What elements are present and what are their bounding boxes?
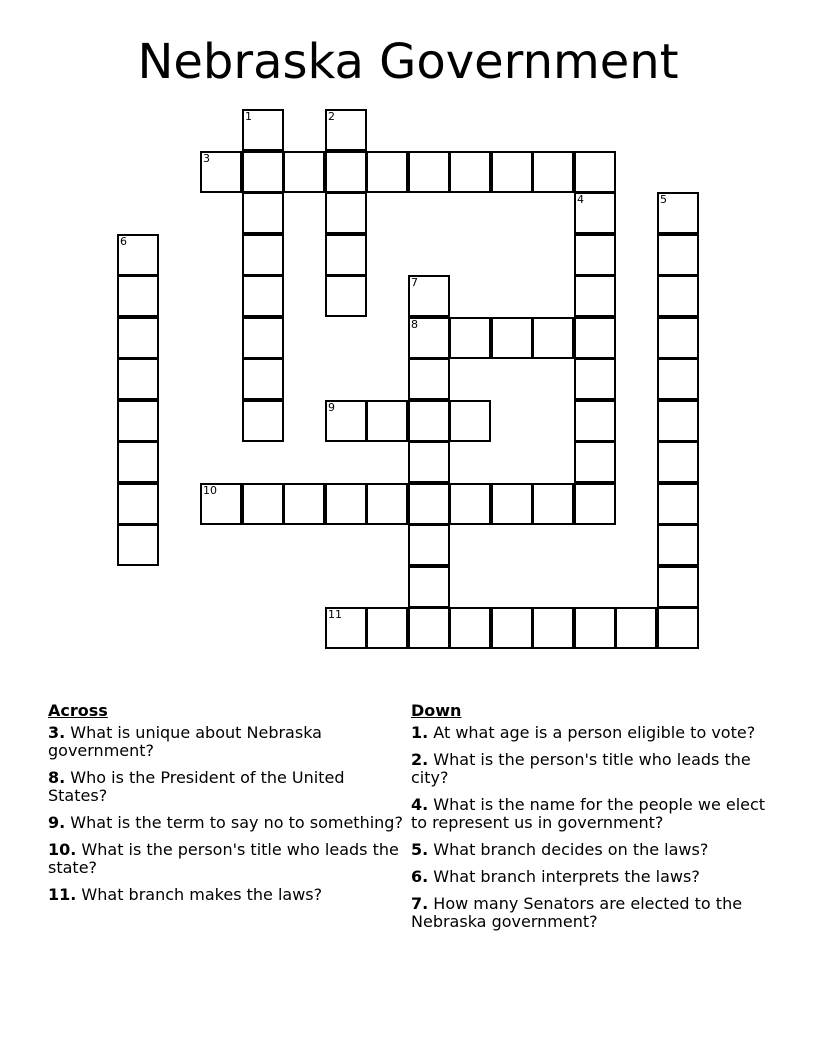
crossword-cell[interactable] <box>325 400 367 442</box>
crossword-cell[interactable] <box>242 192 284 234</box>
crossword-cell[interactable] <box>491 607 533 649</box>
crossword-cell[interactable] <box>325 275 367 317</box>
crossword-cell[interactable] <box>491 317 533 359</box>
crossword-cell[interactable] <box>574 234 616 276</box>
clue-number: 11. <box>48 885 77 904</box>
crossword-cell[interactable] <box>408 275 450 317</box>
clue-text: What branch decides on the laws? <box>428 840 709 859</box>
crossword-cell[interactable] <box>449 483 491 525</box>
clue-number: 5. <box>411 840 429 859</box>
crossword-cell[interactable] <box>325 234 367 276</box>
crossword-cell[interactable] <box>242 151 284 193</box>
clue-down-1 <box>411 724 771 742</box>
crossword-cell[interactable] <box>283 483 325 525</box>
clue-number-label: 8 <box>411 318 418 331</box>
clue-number: 7. <box>411 894 429 913</box>
crossword-cell[interactable] <box>366 151 408 193</box>
clue-across-8 <box>48 769 408 805</box>
crossword-cell[interactable] <box>657 566 699 608</box>
clue-number-label: 9 <box>328 401 335 414</box>
crossword-cell[interactable] <box>200 151 242 193</box>
clue-text: How many Senators are elected to the Nebraska government? <box>411 894 743 931</box>
crossword-cell[interactable] <box>408 317 450 359</box>
clue-number: 6. <box>411 867 429 886</box>
crossword-cell[interactable] <box>242 234 284 276</box>
clue-across-10 <box>48 841 408 877</box>
clue-down-6 <box>411 868 771 886</box>
crossword-cell[interactable] <box>366 607 408 649</box>
clue-text: What is the term to say no to something? <box>65 813 403 832</box>
crossword-cell[interactable] <box>117 524 159 566</box>
clue-number-label: 4 <box>577 193 584 206</box>
crossword-cell[interactable] <box>574 607 616 649</box>
down-heading: Down <box>411 701 462 720</box>
crossword-cell[interactable] <box>366 400 408 442</box>
clue-across-11 <box>48 886 408 904</box>
clue-number-label: 7 <box>411 276 418 289</box>
clue-down-5 <box>411 841 771 859</box>
crossword-cell[interactable] <box>408 524 450 566</box>
clue-text: What is the name for the people we elect to represent us in government? <box>411 795 766 832</box>
clue-number-label: 11 <box>328 608 342 621</box>
clue-number: 10. <box>48 840 77 859</box>
clue-number: 8. <box>48 768 66 787</box>
crossword-cell[interactable] <box>615 607 657 649</box>
crossword-cell[interactable] <box>325 483 367 525</box>
clue-down-4 <box>411 796 771 832</box>
crossword-cell[interactable] <box>325 607 367 649</box>
clue-number: 1. <box>411 723 429 742</box>
crossword-cell[interactable] <box>117 317 159 359</box>
crossword-cell[interactable] <box>408 607 450 649</box>
crossword-cell[interactable] <box>242 358 284 400</box>
clue-across-3 <box>48 724 408 760</box>
crossword-cell[interactable] <box>117 275 159 317</box>
page-title: Nebraska Government <box>137 34 679 90</box>
crossword-cell[interactable] <box>408 441 450 483</box>
crossword-cell[interactable] <box>657 192 699 234</box>
crossword-cell[interactable] <box>491 483 533 525</box>
clue-number-label: 5 <box>660 193 667 206</box>
crossword-cell[interactable] <box>283 151 325 193</box>
crossword-cell[interactable] <box>574 317 616 359</box>
crossword-cell[interactable] <box>242 109 284 151</box>
clue-text: At what age is a person eligible to vote? <box>428 723 756 742</box>
crossword-cell[interactable] <box>657 358 699 400</box>
crossword-cell[interactable] <box>325 192 367 234</box>
crossword-cell[interactable] <box>574 358 616 400</box>
crossword-cell[interactable] <box>325 109 367 151</box>
clue-across-9 <box>48 814 408 832</box>
crossword-cell[interactable] <box>657 275 699 317</box>
clue-number-label: 1 <box>245 110 252 123</box>
crossword-cell[interactable] <box>657 524 699 566</box>
crossword-cell[interactable] <box>242 400 284 442</box>
crossword-cell[interactable] <box>574 275 616 317</box>
clue-number-label: 2 <box>328 110 335 123</box>
clue-number: 4. <box>411 795 429 814</box>
crossword-cell[interactable] <box>449 400 491 442</box>
crossword-cell[interactable] <box>449 317 491 359</box>
crossword-cell[interactable] <box>117 400 159 442</box>
crossword-cell[interactable] <box>117 441 159 483</box>
clue-number-label: 6 <box>120 235 127 248</box>
crossword-cell[interactable] <box>366 483 408 525</box>
crossword-cell[interactable] <box>657 317 699 359</box>
across-heading: Across <box>48 701 108 720</box>
clue-down-7 <box>411 895 771 931</box>
crossword-cell[interactable] <box>408 483 450 525</box>
crossword-cell[interactable] <box>657 607 699 649</box>
crossword-cell[interactable] <box>657 400 699 442</box>
crossword-cell[interactable] <box>532 151 574 193</box>
crossword-cell[interactable] <box>242 317 284 359</box>
clue-number: 2. <box>411 750 429 769</box>
clue-text: What is the person's title who leads the city? <box>411 750 751 787</box>
clue-text: What branch interprets the laws? <box>428 867 700 886</box>
crossword-cell[interactable] <box>449 151 491 193</box>
clue-text: What is the person's title who leads the state? <box>48 840 399 877</box>
crossword-cell[interactable] <box>532 607 574 649</box>
clue-number: 3. <box>48 723 66 742</box>
crossword-cell[interactable] <box>657 483 699 525</box>
crossword-cell[interactable] <box>532 483 574 525</box>
crossword-cell[interactable] <box>657 441 699 483</box>
crossword-cell[interactable] <box>574 441 616 483</box>
crossword-cell[interactable] <box>574 483 616 525</box>
crossword-cell[interactable] <box>574 400 616 442</box>
clue-number-label: 10 <box>203 484 217 497</box>
clue-down-2 <box>411 751 771 787</box>
crossword-cell[interactable] <box>574 151 616 193</box>
clue-text: What branch makes the laws? <box>76 885 323 904</box>
crossword-cell[interactable] <box>574 192 616 234</box>
crossword-cell[interactable] <box>200 483 242 525</box>
crossword-cell[interactable] <box>532 317 574 359</box>
clue-text: What is unique about Nebraska government? <box>48 723 322 760</box>
crossword-cell[interactable] <box>408 566 450 608</box>
crossword-cell[interactable] <box>657 234 699 276</box>
crossword-cell[interactable] <box>408 358 450 400</box>
clue-number: 9. <box>48 813 66 832</box>
crossword-cell[interactable] <box>117 234 159 276</box>
crossword-cell[interactable] <box>449 607 491 649</box>
crossword-cell[interactable] <box>117 483 159 525</box>
crossword-cell[interactable] <box>408 400 450 442</box>
down-clues <box>411 702 771 940</box>
clue-number-label: 3 <box>203 152 210 165</box>
crossword-cell[interactable] <box>242 483 284 525</box>
clue-text: Who is the President of the United States? <box>48 768 345 805</box>
crossword-cell[interactable] <box>117 358 159 400</box>
crossword-cell[interactable] <box>408 151 450 193</box>
crossword-cell[interactable] <box>242 275 284 317</box>
crossword-cell[interactable] <box>325 151 367 193</box>
crossword-cell[interactable] <box>491 151 533 193</box>
across-clues <box>48 702 408 913</box>
